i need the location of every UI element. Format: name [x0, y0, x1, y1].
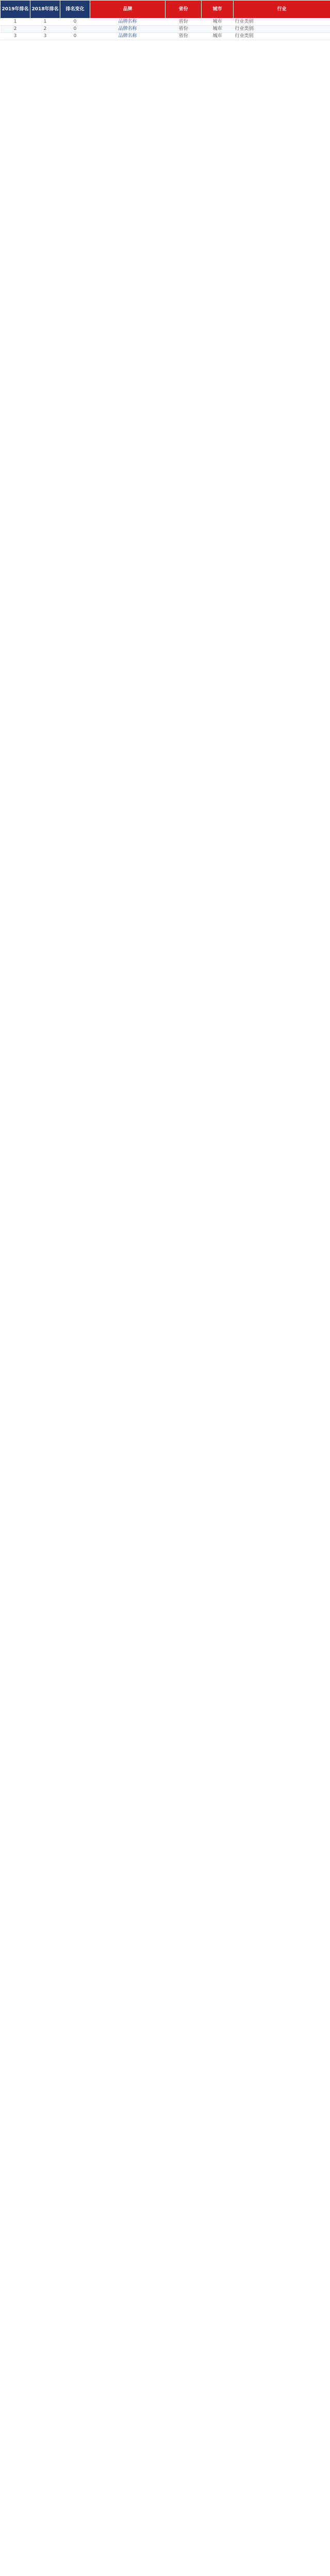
item-col-b: 城市: [202, 26, 234, 33]
rank-previous: 2: [30, 26, 60, 33]
item-col-c: 行业类别: [234, 26, 330, 33]
header-col-a: 省份: [166, 1, 202, 19]
header-rank-change: 排名变化: [60, 1, 90, 19]
rank-previous: 1: [30, 19, 60, 26]
rank-previous: 3: [30, 33, 60, 40]
header-rank-current: 2019年排名: [1, 1, 30, 19]
item-name: 品牌名称: [90, 26, 166, 33]
item-col-a: 省份: [166, 19, 202, 26]
header-name: 品牌: [90, 1, 166, 19]
rank-change: 0: [60, 19, 90, 26]
item-col-c: 行业类别: [234, 33, 330, 40]
ranking-page: [0, 0, 330, 40]
rank-current: 3: [1, 33, 30, 40]
header-col-b: 城市: [202, 1, 234, 19]
item-name: 品牌名称: [90, 33, 166, 40]
table-row: [1, 19, 330, 26]
table-body: [1, 19, 330, 40]
item-col-a: 省份: [166, 33, 202, 40]
item-col-a: 省份: [166, 26, 202, 33]
item-col-b: 城市: [202, 19, 234, 26]
table-row: [1, 33, 330, 40]
item-col-b: 城市: [202, 33, 234, 40]
ranking-table: [0, 0, 330, 40]
item-col-c: 行业类别: [234, 19, 330, 26]
table-header: [1, 1, 330, 19]
header-rank-previous: 2018年排名: [30, 1, 60, 19]
rank-change: 0: [60, 33, 90, 40]
item-name: 品牌名称: [90, 19, 166, 26]
table-row: [1, 26, 330, 33]
rank-change: 0: [60, 26, 90, 33]
rank-current: 2: [1, 26, 30, 33]
header-col-c: 行业: [234, 1, 330, 19]
rank-current: 1: [1, 19, 30, 26]
